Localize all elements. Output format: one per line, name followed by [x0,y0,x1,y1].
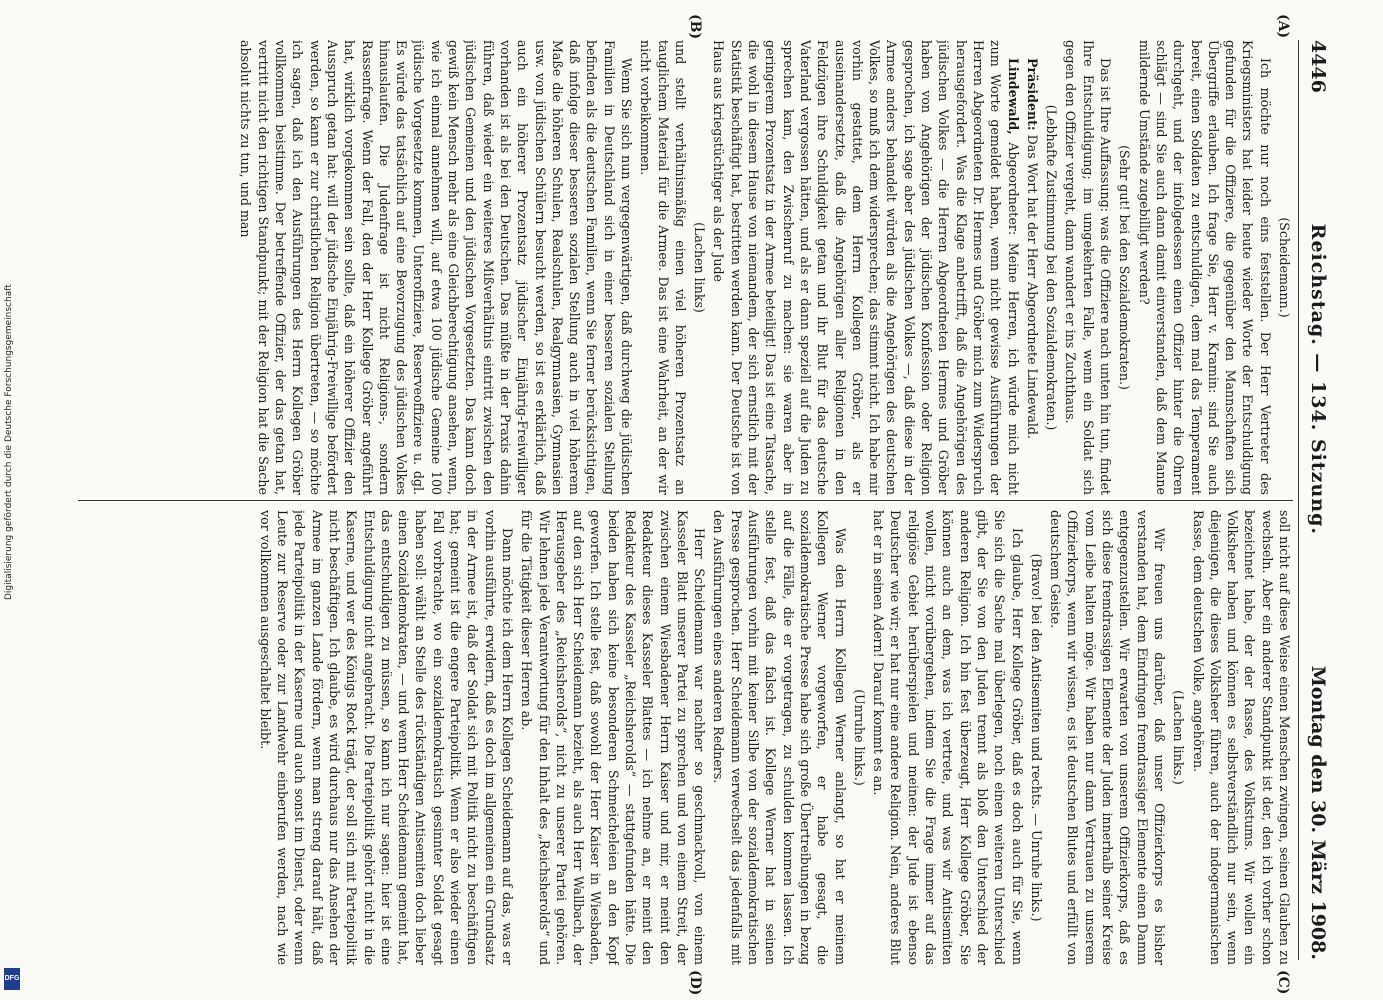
reaction: (Bravo! bei den Antisemiten und rechts. — Unruhe links.) [1028,553,1044,922]
rotated-page [60,0,1343,1000]
paragraph: Herr Scheidemann war nachher so geschmackvoll, von einem Kasseler Blatt unserer Partei zu sprechen und von einem Streit, der zwischen einem Wiesbadener Herrn Kaiser und mir, er meint den Redakteur dieses Kasseler Blattes — ich nehme an, er meint den Redakteur des Kasseler „Reichsherolds“ — stattgefunden hätte. Die beiden haben sich keine besonderen Schmeicheleien an den Kopf geworfen. Ich stelle fest, daß sowohl der Herr Kaiser in Wiesbaden, auf den sich Herr Scheidemann bezieht, als auch Herr Wallbach, der Herausgeber des „Reichsherolds“, nicht zu unserer Partei gehören. Wir lehnen jede Verantwortung für den Inhalt des „Reichsherolds“ und für die Tätigkeit dieser Herren ab. [519,510,708,965]
paragraph: Wir freuen uns darüber, daß unser Offizierkorps es bisher verstanden hat, dem Eindringen fremdrassiger Elemente einen Damm entgegenzustellen. Wir erwarten von unserem Offizierkorps, daß es sich diese fremdrassigen Elemente der Juden innerhalb seiner Kreise vom Leibe halten möge. Wir haben nur dann Vertrauen zu unserem Offizierkorps, wenn wir wissen, es ist deutschen Blutes und erfüllt von deutschem Geiste. [1048,510,1167,965]
column-divider [78,500,1293,501]
president-text: Das Wort hat der Herr Abgeordnete Lindewald. [1024,134,1040,439]
paragraph: und stellt verhältnismäßig einen viel höheren Prozentsatz an tauglichem Material für die Armee. Das ist eine Wahrheit, an der wir nicht vorbeikommen. [638,40,688,495]
paragraph: Wenn Sie sich nun vergegenwärtigen, daß durchweg die jüdischen Familien in Deutschland sich in einer besseren sozialen Stellung befinden als die deutschen Familien, wenn Sie ferner berücksichtigen, daß infolge dieser besseren sozialen Stellung auch in viel höherem Maße die höheren Schulen, Realschulen, Realgymnasien, Gymnasien usw. von jüdischen Schülern besucht werden, so ist es erklärlich, daß auch ein höherer Prozentsatz jüdischer Einjährig-Freiwilliger vorhanden ist als bei den Deutschen. Das müßte in der Praxis dahin führen, daß wieder ein weiteres Mißverhältnis eintritt zwischen den jüdischen Gemeinen und den jüdischen Vorgesetzten. Das kann doch gewiß kein Mensch mehr als eine Gleichberechtigung ansehen, wenn, wie ich einmal annehmen will, auf etwa 100 jüdische Gemeine 100 jüdische Vorgesetzte kommen, Unteroffiziere, Reserveoffiziere u. dgl. Es würde das tatsächlich auf eine Bevorzugung des jüdischen Volkes hinauslaufen. Die Judenfrage ist nicht Religions-, sondern Rassenfrage. Wenn der Fall, den der Herr Kollege Gröber angeführt hat, wirklich vorgekommen sein sollte, daß ein höherer Offizier den Ausspruch getan hat: will der jüdische Einjährig-Freiwillige befördert werden, so kann er zur christlichen Religion übertreten, — so möchte ich sagen, daß ich den Ausführungen des Herrn Kollegen Gröber vollkommen beistimme. Der betreffende Offizier, der das getan hat, vertritt nicht den richtigen Standpunkt; mit der Religion hat die Sache absolut nichts zu tun, und man [238,40,635,495]
margin-mark-c: (C) [1275,970,1291,995]
paragraph: soll nicht auf diese Weise einen Menschen zwingen, seinen Glauben zu wechseln. Aber ein anderer Standpunkt ist der, den ich vorher schon bezeichnet habe, der der Rasse, des Volkstums. Wir wollen ein Volksheer haben und können es selbstverständlich nur sein, wenn diejenigen, die dieses Volksheer führen, auch der indogermanischen Rasse, dem deutschen Volke, angehören. [1190,510,1292,965]
margin-mark-d: (D) [687,970,703,996]
reaction: (Unruhe links.) [851,689,867,786]
paragraph-text: Abgeordneter: Meine Herren, ich würde mich nicht zum Worte gemeldet haben, wenn nicht gewisse Ausführungen der Herren Abgeordneten Dr. Hermes und Gröber mich zum Widerspruch herausgefordert. Was die Klage anbetrifft, daß die Angehörigen des jüdischen Volkes — die Herren Abgeordneten Hermes und Gröber haben von Angehörigen der jüdischen Konfession oder Religion gesprochen, ich sage aber des jüdischen Volkes —, daß diese in der Armee anders behandelt würden als die Angehörigen des deutschen Volkes, so muß ich dem widersprechen; das stimmt nicht. Ich habe mir vorhin gestattet, dem Herrn Kollegen Gröber, als er auseinandersetzte, daß die Angehörigen aller Religionen in den Feldzügen ihre Schuldigkeit getan und ihr Blut für das deutsche Vaterland vergossen hätten, und als er dann speziell auf die Juden zu sprechen kam, den Zwischenruf zu machen: sie waren aber in geringerem Prozentsatz in der Armee beteiligt! Das ist eine Tatsache, die wohl in diesem Hause von niemandem, der sich ernstlich mit der Statistik beschäftigt hat, bestritten werden kann. Der Deutsche ist von Haus aus kriegstüchtiger als der Jude [711,40,1021,495]
reaction: (Lachen links) [692,222,708,313]
paragraph: Dann möchte ich dem Herrn Kollegen Scheidemann auf das, was er vorhin ausführte, erwidern, daß es doch im allgemeinen ein Grundsatz in der Armee ist, daß der Soldat sich mit Politik nicht zu beschäftigen hat; gemeint ist die engere Parteipolitik. Wenn er also wieder einen Fall vorbrachte, wo ein sozialdemokratisch gesinnter Soldat gesagt haben soll: wählt an Stelle des rückständigen Antisemiten doch lieber einen Sozialdemokraten, — und wenn Herr Scheidemann gemeint hat, das entschuldigen zu müssen, so kann ich nur sagen: hier ist eine Entschuldigung nicht angebracht. Die Parteipolitik gehört nicht in die Kaserne, und wer des Königs Rock trägt, der soll sich mit Parteipolitik nicht beschäftigen. Ich glaube, es wird durchaus nur das Ansehen der Armee im ganzen Lande fördern, wenn man streng darauf hält, daß jede Parteipolitik in der Kaserne und auch sonst im Dienst, oder wenn Leute zur Reserve oder zur Landwehr einberufen werden, nach wie vor vollkommen ausgeschaltet bleibt. [257,510,515,965]
margin-mark-b: (B) [687,14,703,40]
margin-mark-a: (A) [1275,14,1291,39]
page-header [1301,40,1335,960]
paragraph: Ich glaube, Herr Kollege Gröber, daß es doch auch für Sie, wenn Sie sich die Sache mal überlegen, noch einen weiteren Unterschied gibt, der Sie von den Juden trennt als bloß den Unterschied der anderen Religion. Ich bin fest überzeugt, Herr Kollege Gröber, Sie können auch an dem, was ich vertrete, und was wir Antisemiten wollen, nicht vorübergehen, indem Sie die Frage immer auf das religiöse Gebiet herüberspielen und meinen: der Jude ist ebenso Deutscher wie wir; er hat nur eine andere Religion. Nein, anderes Blut hat er in seinen Adern! Darauf kommt es an. [871,510,1025,965]
paragraph: Das ist Ihre Auffassung: was die Offiziere nach unten hin tun, findet Ihre Entschuldigung; im umgekehrten Falle, wenn ein Soldat sich gegen den Offizier vergeht, dann wandert er ins Zuchthaus. [1063,40,1114,495]
session-date: Montag den 30. März 1908. [1307,665,1329,960]
president-label: Präsident: [1024,58,1040,131]
president-paragraph [1024,40,1041,495]
dfg-logo: DFG [4,968,20,990]
reaction: (Lebhafte Zustimmung bei den Sozialdemokraten.) [1044,104,1060,431]
reaction: (Sehr gut! bei den Sozialdemokraten.) [1117,145,1133,390]
page-number: 4446 [1307,40,1329,93]
paragraph: Was den Herrn Kollegen Werner anlangt, so hat er meinem Kollegen Werner vorgeworfen, er habe gesagt, die sozialdemokratische Presse habe sich große Übertreibungen in bezug auf die Fälle, die er vorgetragen, zu schulden kommen lassen. Ich stelle fest, daß das falsch ist. Kollege Werner hat in seinen Ausführungen vorhin mit keiner Silbe von der sozialdemokratischen Presse gesprochen. Herr Scheidemann verwechselt das jedenfalls mit den Ausführungen eines anderen Redners. [711,510,848,965]
right-column [78,510,1293,965]
reaction: (Lachen links.) [1171,690,1187,785]
speaker-tag: (Scheidemann.) [1277,217,1292,318]
paragraph: Ich möchte nur noch eins feststellen. Der Herr Vertreter des Kriegsministers hat leider heute wieder Worte der Entschuldigung gefunden für die Offiziere, die gegenüber den Mannschaften sich Übergriffe erlauben. Ich frage Sie, Herr v. Kramin: sind Sie auch bereit, einen Soldaten zu entschuldigen, dem mal das Temperament durchgeht, und der infolgedessen einen Offizier hinter die Ohren schlägt — sind Sie auch dann damit einverstanden, daß dem Manne mildernde Umstände zugebilligt werden? [1136,40,1273,495]
lindewald-paragraph [710,40,1021,495]
left-column [78,40,1293,495]
speaker-label: Lindewald, [1005,58,1021,135]
session-title: Reichstag. — 134. Sitzung. [1307,223,1329,535]
footer-strip [0,0,60,1000]
header-rule [1298,40,1299,960]
dfg-credit: Digitalisierung gefördert durch die Deutsche Forschungsgemeinschaft [4,284,14,600]
